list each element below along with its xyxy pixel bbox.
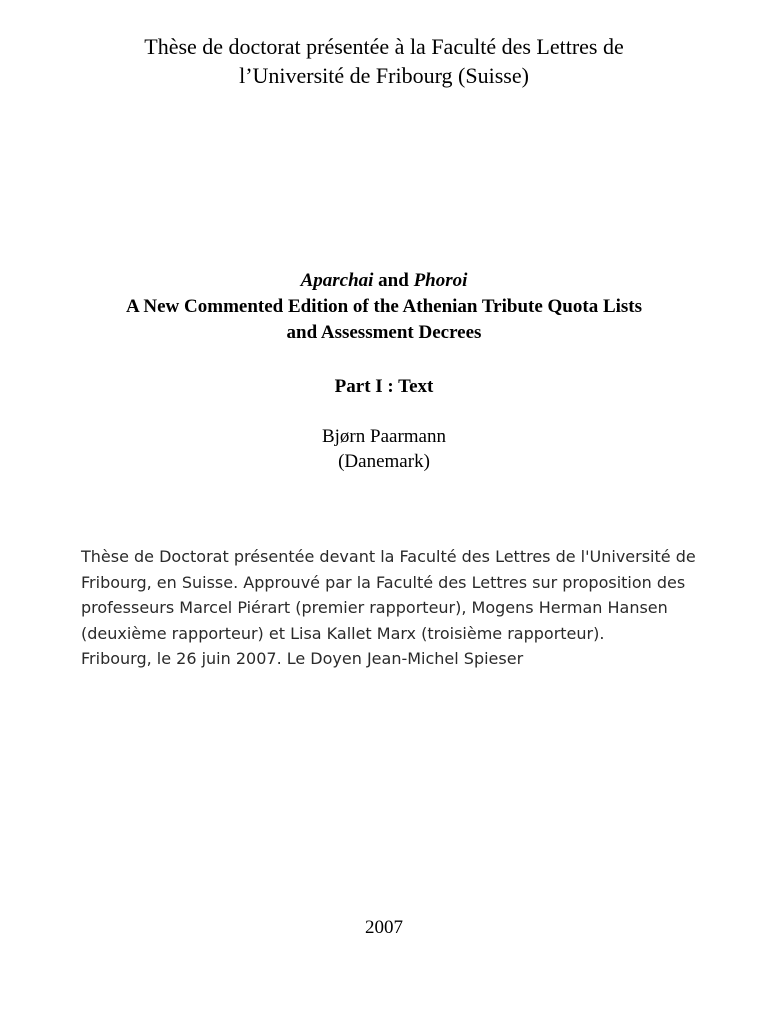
thesis-title bbox=[0, 268, 768, 346]
title-connector: and bbox=[378, 270, 409, 291]
institution-header bbox=[0, 32, 768, 90]
thesis-title-line-3: and Assessment Decrees bbox=[286, 322, 482, 343]
author-country: (Danemark) bbox=[338, 451, 430, 472]
approval-statement bbox=[81, 544, 711, 672]
author-name: Bjørn Paarmann bbox=[321, 426, 446, 447]
approval-line: Thèse de Doctorat présentée devant la Faculté des Lettres de l'Université de bbox=[81, 547, 696, 566]
title-word-phoroi: Phoroi bbox=[413, 270, 468, 291]
part-label: Part I : Text bbox=[334, 376, 434, 397]
publication-year: 2007 bbox=[365, 917, 403, 938]
approval-line: (deuxième rapporteur) et Lisa Kallet Marx (troisième rapporteur). bbox=[81, 623, 605, 643]
author-block bbox=[0, 424, 768, 474]
institution-header-line-2: l’Université de Fribourg (Suisse) bbox=[239, 63, 529, 88]
institution-header-line-1: Thèse de doctorat présentée à la Faculté des Lettres de bbox=[144, 34, 624, 59]
approval-line: Fribourg, en Suisse. Approuvé par la Faculté des Lettres sur proposition des bbox=[81, 572, 686, 592]
thesis-title-line-1 bbox=[0, 268, 768, 294]
approval-line: professeurs Marcel Piérart (premier rapporteur), Mogens Herman Hansen bbox=[81, 598, 668, 617]
thesis-title-line-2: A New Commented Edition of the Athenian Tribute Quota Lists bbox=[125, 296, 643, 317]
approval-line: Fribourg, le 26 juin 2007. Le Doyen Jean-Michel Spieser bbox=[81, 649, 524, 668]
title-word-aparchai: Aparchai bbox=[300, 270, 374, 291]
